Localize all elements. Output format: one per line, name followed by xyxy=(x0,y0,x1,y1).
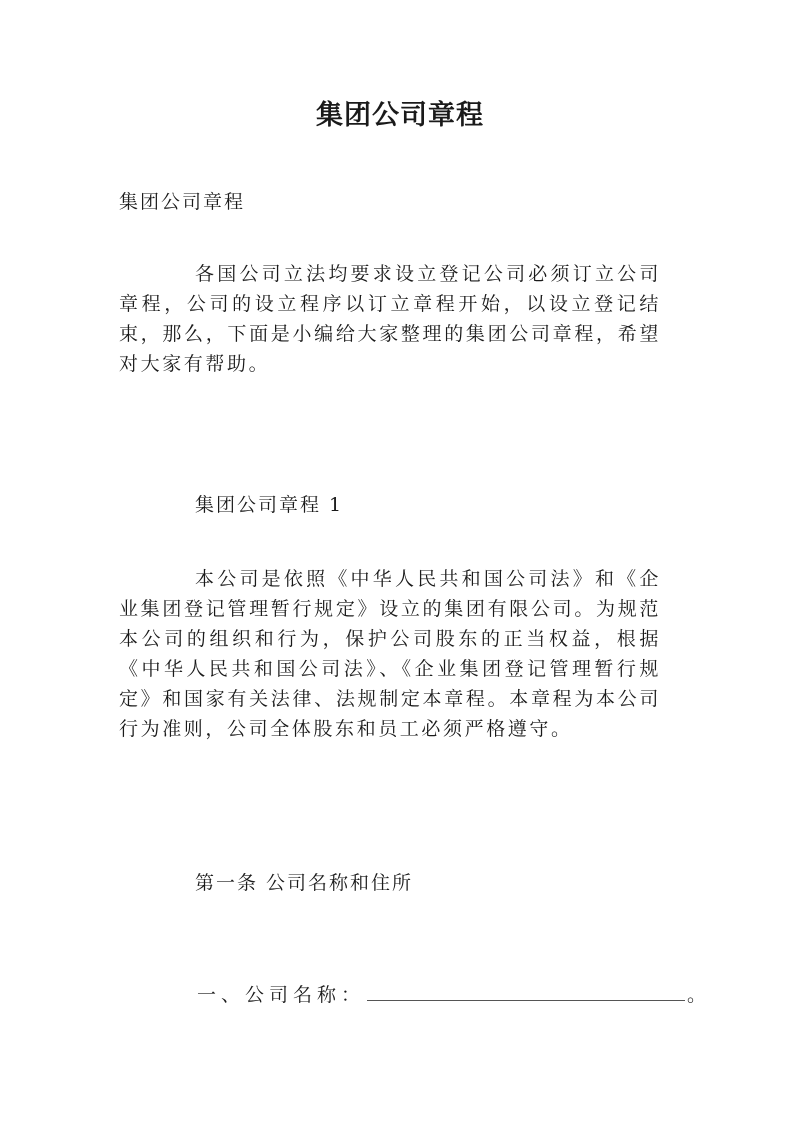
company-name-label: 一、公司名称： xyxy=(197,984,366,1006)
section-heading: 集团公司章程 1 xyxy=(195,494,344,516)
section-body-paragraph: 本公司是依照《中华人民共和国公司法》和《企业集团登记管理暂行规定》设立的集团有限公司。为规范本公司的组织和行为，保护公司股东的正当权益，根据《中华人民共和国公司法》、《企业集团登记管理暂行规定》和国家有关法律、法规制定本章程。本章程为本公司行为准则，公司全体股东和员工必须严格遵守。 xyxy=(119,568,661,740)
page-title: 集团公司章程 xyxy=(316,100,484,131)
company-name-end: 。 xyxy=(687,984,712,1006)
intro-paragraph: 各国公司立法均要求设立登记公司必须订立公司章程，公司的设立程序以订立章程开始，以设立登记结束，那么，下面是小编给大家整理的集团公司章程，希望对大家有帮助。 xyxy=(119,263,661,375)
company-name-line xyxy=(197,980,711,1010)
article-heading: 第一条 公司名称和住所 xyxy=(195,872,414,894)
company-name-blank xyxy=(367,980,685,1001)
document-subtitle: 集团公司章程 xyxy=(119,191,246,213)
